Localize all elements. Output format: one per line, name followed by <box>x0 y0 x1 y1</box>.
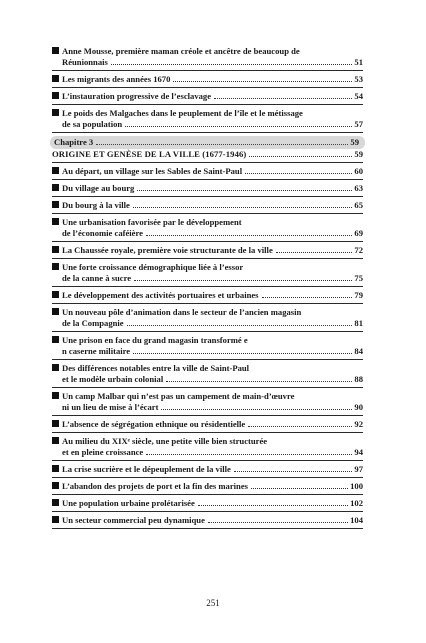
toc-entry-text: Le développement des activités portuaires et urbaines <box>62 290 259 300</box>
toc-entry-line <box>52 464 363 475</box>
toc-entry <box>52 335 363 357</box>
toc-page-number: 90 <box>354 402 363 412</box>
toc-page-number: 97 <box>354 464 363 474</box>
toc-entry <box>52 183 363 194</box>
toc-entry-line <box>52 183 363 194</box>
square-bullet-icon <box>52 263 59 270</box>
toc-entry-text: Chapitre 3 <box>54 137 94 147</box>
toc-entry-line <box>52 335 363 346</box>
dot-leader <box>133 207 353 208</box>
toc-page-number: 94 <box>354 447 363 457</box>
toc-entry-line <box>52 91 363 102</box>
toc-entry-line <box>52 57 363 68</box>
toc-entry <box>52 245 363 256</box>
dot-leader <box>161 409 352 410</box>
dot-leader <box>198 505 348 506</box>
toc-entry-text: Une urbanisation favorisée par le développement <box>62 217 242 227</box>
page-number: 251 <box>206 598 220 608</box>
entry-divider <box>52 132 363 133</box>
toc-entry-text: L’instauration progressive de l’esclavage <box>62 91 212 101</box>
toc-entry-text: et en pleine croissance <box>62 447 144 457</box>
toc-entry <box>52 262 363 284</box>
square-bullet-icon <box>52 92 59 99</box>
dot-leader <box>251 488 348 489</box>
toc-page-number: 88 <box>354 374 363 384</box>
square-bullet-icon <box>52 482 59 489</box>
square-bullet-icon <box>52 392 59 399</box>
toc-entry-text: ORIGINE ET GENÈSE DE LA VILLE (1677-1946) <box>52 149 247 159</box>
toc-page-number: 79 <box>354 290 363 300</box>
square-bullet-icon <box>52 499 59 506</box>
toc-entry <box>52 166 363 177</box>
toc-entry <box>52 391 363 413</box>
toc-entry-line <box>52 166 363 177</box>
square-bullet-icon <box>52 336 59 343</box>
toc-entry-line <box>52 481 363 492</box>
toc-entry-text: Les migrants des années 1670 <box>62 74 171 84</box>
square-bullet-icon <box>52 465 59 472</box>
toc-entry <box>52 464 363 475</box>
entry-divider <box>52 511 363 512</box>
entry-divider <box>52 432 363 433</box>
toc-entry-line <box>52 149 363 160</box>
square-bullet-icon <box>52 420 59 427</box>
square-bullet-icon <box>52 437 59 444</box>
toc-entry <box>52 46 363 68</box>
entry-divider <box>52 286 363 287</box>
dot-leader <box>96 144 348 145</box>
dot-leader <box>166 381 352 382</box>
dot-leader <box>146 235 352 236</box>
toc-entry-text: Un nouveau pôle d’animation dans le secteur de l’ancien magasin <box>62 307 302 317</box>
toc-entry-line <box>52 374 363 385</box>
toc-entry-line <box>52 273 363 284</box>
entry-divider <box>52 213 363 214</box>
entry-divider <box>52 415 363 416</box>
toc-page-number: 84 <box>354 346 363 356</box>
toc-entry-line <box>52 228 363 239</box>
toc-entry-text: Un camp Malbar qui n’est pas un campement de main-d’œuvre <box>62 391 295 401</box>
toc-entry-text: Une population urbaine prolétarisée <box>62 498 195 508</box>
toc-page-number: 65 <box>354 200 363 210</box>
toc-entry-line <box>52 447 363 458</box>
toc-entry-text: Du bourg à la ville <box>62 200 130 210</box>
toc-entry-line <box>52 74 363 85</box>
toc-entry <box>52 481 363 492</box>
entry-divider <box>52 162 363 163</box>
toc-entry-text: Un secteur commercial peu dynamique <box>62 515 205 525</box>
toc-page-number: 72 <box>354 245 363 255</box>
toc-entry-text: de sa population <box>62 119 123 129</box>
toc-page-number: 60 <box>354 166 363 176</box>
square-bullet-icon <box>52 167 59 174</box>
dot-leader <box>137 190 352 191</box>
toc-page-number: 92 <box>354 419 363 429</box>
toc-entry-text: Le poids des Malgaches dans le peuplement de l’île et le métissage <box>62 108 303 118</box>
table-of-contents <box>52 46 363 532</box>
square-bullet-icon <box>52 75 59 82</box>
toc-entry-line <box>52 318 363 329</box>
dot-leader <box>234 471 353 472</box>
toc-entry-text: La Chaussée royale, première voie structurante de la ville <box>62 245 273 255</box>
toc-entry-line <box>52 245 363 256</box>
toc-entry-line <box>52 108 363 119</box>
toc-page-number: 81 <box>354 318 363 328</box>
toc-entry-text: Au milieu du XIXᵉ siècle, une petite ville bien structurée <box>62 436 268 446</box>
square-bullet-icon <box>52 184 59 191</box>
toc-entry <box>52 108 363 130</box>
toc-entry <box>52 419 363 430</box>
toc-entry-text: Au départ, un village sur les Sables de Saint-Paul <box>62 166 243 176</box>
toc-entry-text: L’abandon des projets de port et la fin des marines <box>62 481 248 491</box>
toc-entry-line <box>54 137 359 148</box>
toc-entry-text: Une forte croissance démographique liée à l’essor <box>62 262 244 272</box>
toc-page-number: 51 <box>354 57 363 67</box>
entry-divider <box>52 104 363 105</box>
toc-entry-line <box>52 402 363 413</box>
toc-page-number: 104 <box>350 515 363 525</box>
toc-entry <box>52 74 363 85</box>
toc-page-number: 53 <box>354 74 363 84</box>
dot-leader <box>125 126 352 127</box>
toc-page-number: 59 <box>350 137 359 147</box>
toc-entry-line <box>52 515 363 526</box>
toc-entry-text: La crise sucrière et le dépeuplement de la ville <box>62 464 231 474</box>
entry-divider <box>52 494 363 495</box>
entry-divider <box>52 241 363 242</box>
entry-divider <box>52 359 363 360</box>
dot-leader <box>248 426 352 427</box>
chapter-title <box>52 149 363 160</box>
toc-page-number: 75 <box>354 273 363 283</box>
toc-entry-text: Des différences notables entre la ville de Saint-Paul <box>62 363 250 373</box>
toc-entry-text: Une prison en face du grand magasin transformé e <box>62 335 248 345</box>
dot-leader <box>214 98 352 99</box>
toc-entry-text: Réunionnais <box>62 57 108 67</box>
toc-page-number: 102 <box>350 498 363 508</box>
dot-leader <box>133 353 352 354</box>
toc-entry-line <box>52 119 363 130</box>
entry-divider <box>52 179 363 180</box>
toc-page-number: 100 <box>350 481 363 491</box>
toc-entry-line <box>52 307 363 318</box>
dot-leader <box>245 173 352 174</box>
square-bullet-icon <box>52 364 59 371</box>
toc-entry-text: et le modèle urbain colonial <box>62 374 164 384</box>
square-bullet-icon <box>52 291 59 298</box>
toc-entry <box>52 217 363 239</box>
entry-divider <box>52 303 363 304</box>
toc-entry-text: ni un lieu de mise à l’écart <box>62 402 159 412</box>
toc-entry <box>52 290 363 301</box>
dot-leader <box>111 64 353 65</box>
toc-entry <box>52 91 363 102</box>
entry-divider <box>52 87 363 88</box>
toc-entry-text: L’absence de ségrégation ethnique ou résidentielle <box>62 419 246 429</box>
toc-entry <box>52 498 363 509</box>
square-bullet-icon <box>52 201 59 208</box>
toc-entry-line <box>52 200 363 211</box>
dot-leader <box>276 252 353 253</box>
toc-entry-text: Anne Mousse, première maman créole et ancêtre de beaucoup de <box>62 46 300 56</box>
chapter-heading <box>50 136 365 149</box>
dot-leader <box>127 325 353 326</box>
toc-entry-text: n caserne militaire <box>62 346 131 356</box>
toc-page-number: 54 <box>354 91 363 101</box>
dot-leader <box>173 81 352 82</box>
square-bullet-icon <box>52 218 59 225</box>
dot-leader <box>134 280 352 281</box>
dot-leader <box>146 454 352 455</box>
toc-entry-text: Du village au bourg <box>62 183 135 193</box>
toc-page-number: 57 <box>354 119 363 129</box>
square-bullet-icon <box>52 47 59 54</box>
entry-divider <box>52 331 363 332</box>
toc-entry-line <box>52 262 363 273</box>
toc-page-number: 63 <box>354 183 363 193</box>
toc-page-number: 69 <box>354 228 363 238</box>
square-bullet-icon <box>52 109 59 116</box>
dot-leader <box>262 297 353 298</box>
entry-divider <box>52 70 363 71</box>
toc-entry-line <box>52 436 363 447</box>
entry-divider <box>52 387 363 388</box>
dot-leader <box>208 522 348 523</box>
toc-entry <box>52 515 363 526</box>
toc-page-number: 59 <box>354 149 363 159</box>
entry-divider <box>52 196 363 197</box>
toc-entry-text: de la canne à sucre <box>62 273 132 283</box>
toc-entry-line <box>52 46 363 57</box>
toc-entry <box>52 363 363 385</box>
entry-divider <box>52 460 363 461</box>
square-bullet-icon <box>52 516 59 523</box>
square-bullet-icon <box>52 246 59 253</box>
toc-entry-text: de l’économie caféière <box>62 228 143 238</box>
toc-entry-text: de la Compagnie <box>62 318 124 328</box>
toc-entry-line <box>52 346 363 357</box>
toc-entry-line <box>52 290 363 301</box>
toc-entry <box>52 307 363 329</box>
entry-divider <box>52 258 363 259</box>
square-bullet-icon <box>52 308 59 315</box>
entry-divider <box>52 528 363 529</box>
toc-entry <box>52 200 363 211</box>
entry-divider <box>52 477 363 478</box>
toc-entry-line <box>52 498 363 509</box>
toc-entry-line <box>52 217 363 228</box>
toc-entry-line <box>52 419 363 430</box>
toc-entry-line <box>52 391 363 402</box>
dot-leader <box>249 156 352 157</box>
toc-entry <box>52 436 363 458</box>
toc-entry-line <box>52 363 363 374</box>
